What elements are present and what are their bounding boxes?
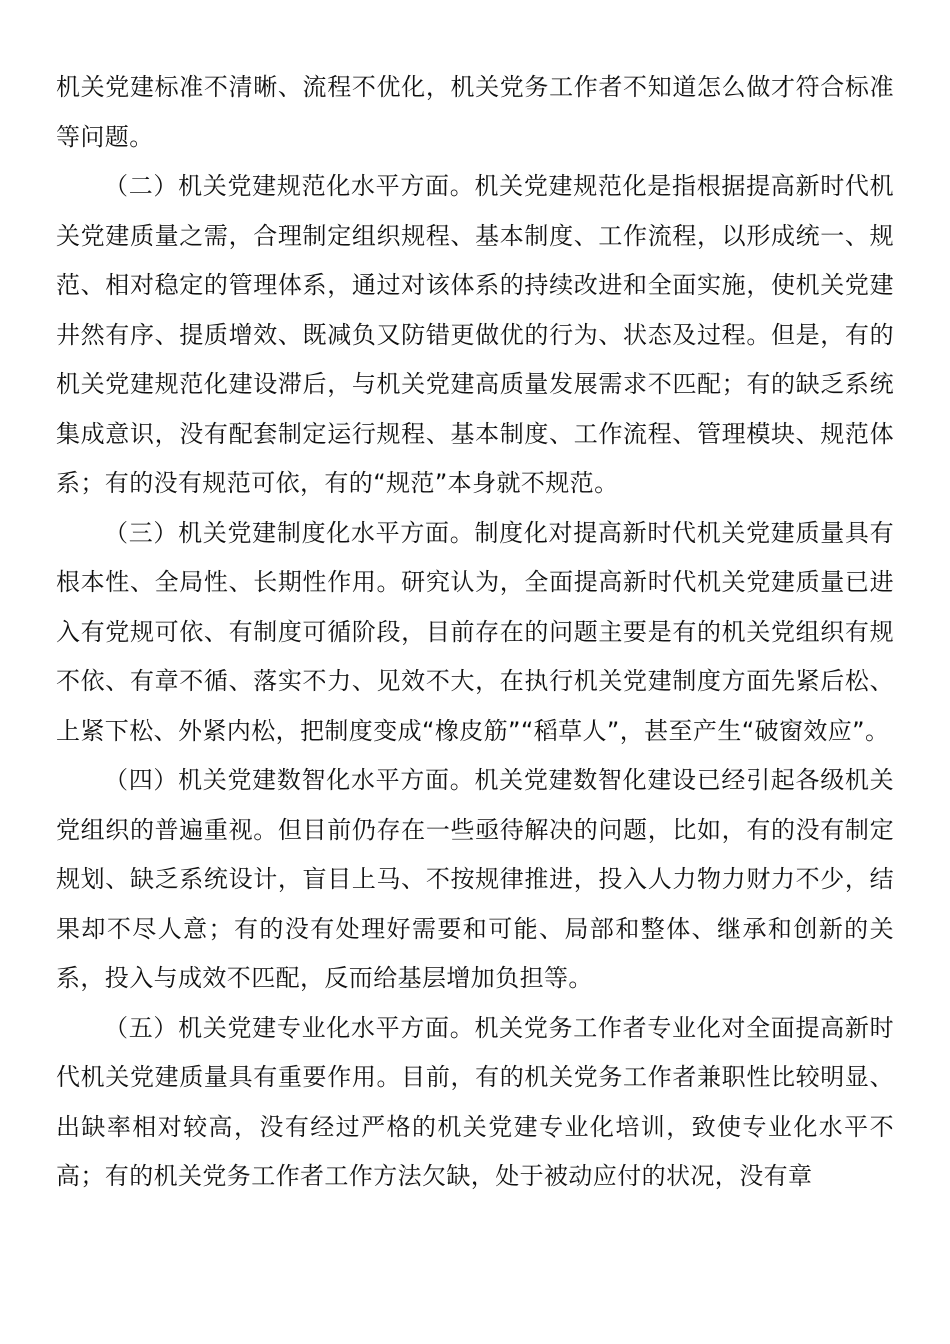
paragraph-institutionalization: （三）机关党建制度化水平方面。制度化对提高新时代机关党建质量具有根本性、全局性、长期性作用。研究认为，全面提高新时代机关党建质量已进入有党规可依、有制度可循阶段，目前存在的问题主要是有的机关党组织有规不依、有章不循、落实不力、见效不大，在执行机关党建制度方面先紧后松、上紧下松、外紧内松，把制度变成“橡皮筋”“稻草人”，甚至产生“破窗效应”。	[56, 518, 894, 745]
paragraph-standardization: （二）机关党建规范化水平方面。机关党建规范化是指根据提高新时代机关党建质量之需，合理制定组织规程、基本制度、工作流程，以形成统一、规范、相对稳定的管理体系，通过对该体系的持续改进和全面实施，使机关党建井然有序、提质增效、既减负又防错更做优的行为、状态及过程。但是，有的机关党建规范化建设滞后，与机关党建高质量发展需求不匹配；有的缺乏系统集成意识，没有配套制定运行规程、基本制度、工作流程、管理模块、规范体系；有的没有规范可依，有的“规范”本身就不规范。	[56, 172, 894, 497]
document-page	[56, 63, 894, 1202]
paragraph-professionalization: （五）机关党建专业化水平方面。机关党务工作者专业化对全面提高新时代机关党建质量具有重要作用。目前，有的机关党务工作者兼职性比较明显、出缺率相对较高，没有经过严格的机关党建专业化培训，致使专业化水平不高；有的机关党务工作者工作方法欠缺，处于被动应付的状况，没有章	[56, 1013, 894, 1190]
paragraph-digital-intelligence: （四）机关党建数智化水平方面。机关党建数智化建设已经引起各级机关党组织的普遍重视。但目前仍存在一些亟待解决的问题，比如，有的没有制定规划、缺乏系统设计，盲目上马、不按规律推进，投入人力物力财力不少，结果却不尽人意；有的没有处理好需要和可能、局部和整体、继承和创新的关系，投入与成效不匹配，反而给基层增加负担等。	[56, 766, 894, 992]
paragraph-continuation: 机关党建标准不清晰、流程不优化，机关党务工作者不知道怎么做才符合标准等问题。	[56, 73, 894, 151]
